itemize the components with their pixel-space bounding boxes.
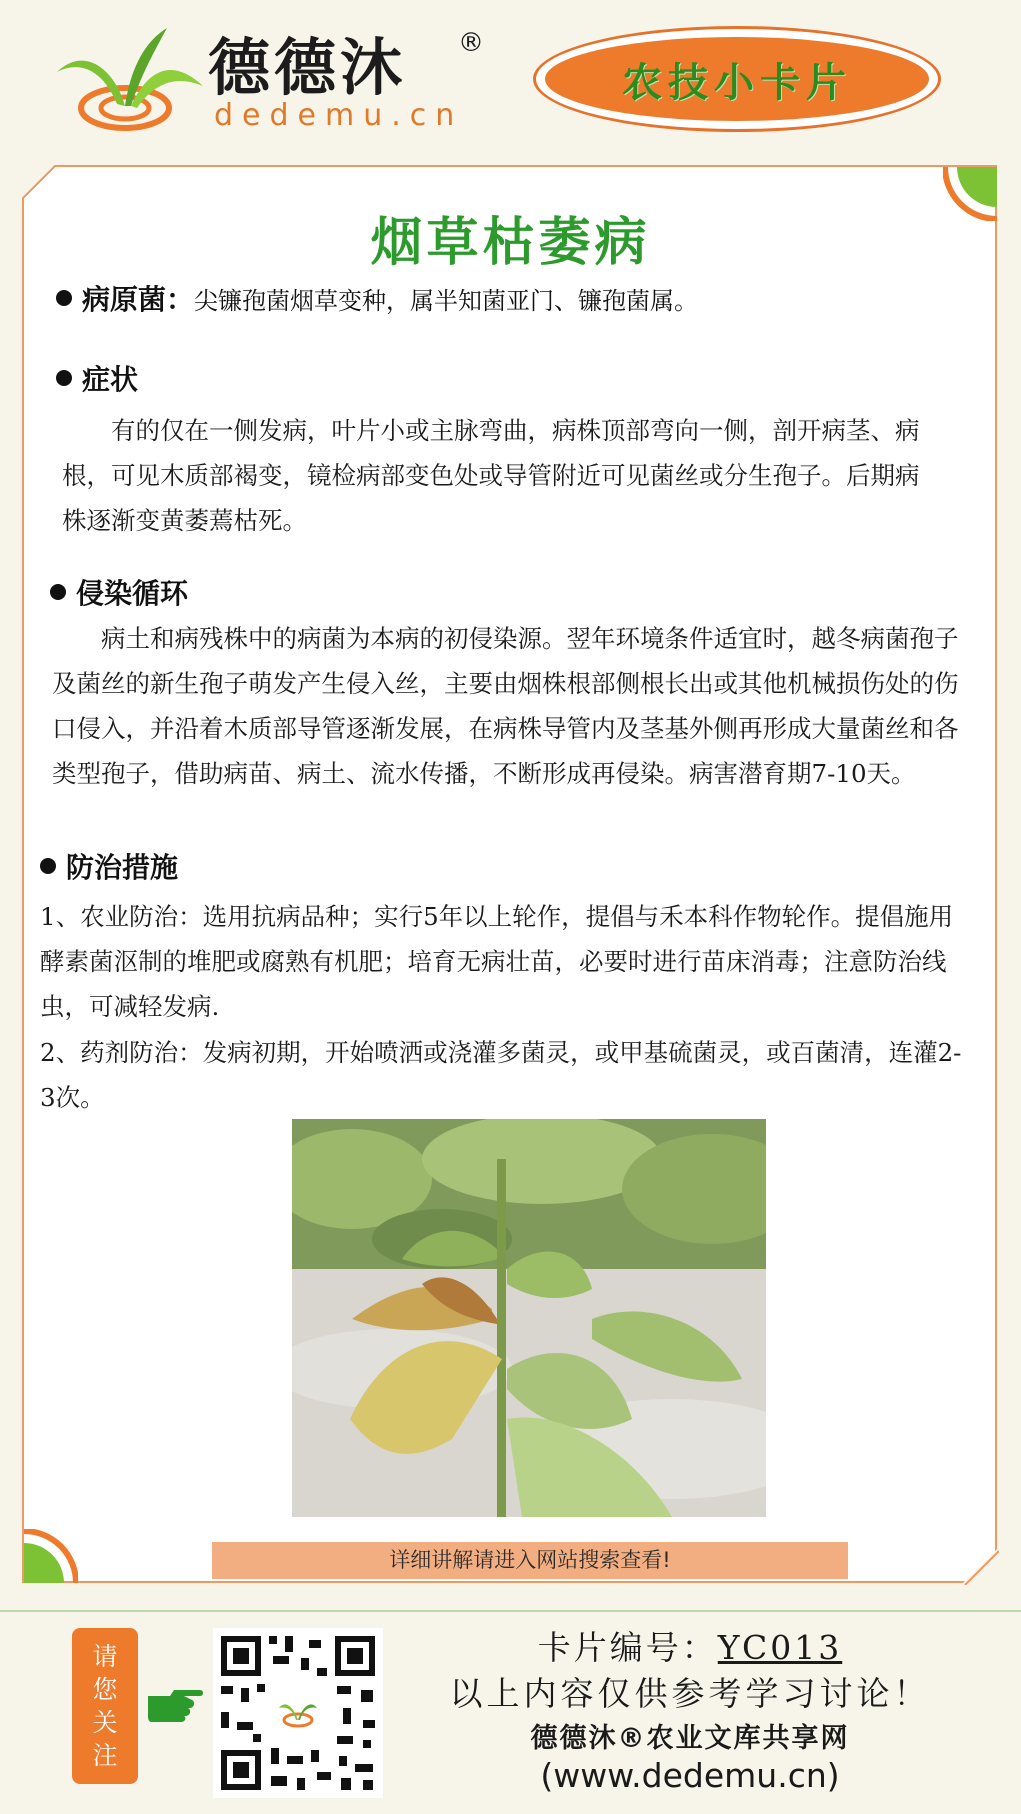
card-number-label: 卡片编号： (537, 1628, 718, 1667)
pointing-hand-icon (144, 1686, 206, 1724)
page-title: 烟草枯萎病 (370, 213, 651, 273)
control-heading: 防治措施 (40, 846, 178, 886)
qr-code[interactable] (213, 1628, 383, 1798)
infection-text: 病土和病残株中的病菌为本病的初侵染源。翌年环境条件适宜时，越冬病菌孢子及菌丝的新生孢子萌发产生侵入丝，主要由烟株根部侧根长出或其他机械损伤处的伤口侵入，并沿着木质部导管逐渐发展，在病株导管内及茎基外侧再形成大量菌丝和各类型孢子，借助病苗、病土、流水传播，不断形成再侵染。病害潜育期7-10天。 (52, 624, 959, 788)
pathogen-section (56, 278, 698, 318)
bullet-icon (56, 370, 72, 386)
infection-heading: 侵染循环 (50, 572, 188, 612)
sprout-logo-icon (55, 20, 205, 140)
control-item-agricultural: 1、农业防治：选用抗病品种；实行5年以上轮作，提倡与禾本科作物轮作。提倡施用酵素菌沤制的堆肥或腐熟有机肥；培育无病壮苗，必要时进行苗床消毒；注意防治线虫，可减轻发病. (40, 902, 954, 1021)
bullet-icon (56, 290, 72, 306)
brand-domain: dedemu.cn (214, 98, 464, 133)
pathogen-text: 尖镰孢菌烟草变种，属半知菌亚门、镰孢菌属。 (194, 287, 699, 315)
card-type-badge (533, 26, 941, 132)
registered-mark: ® (458, 28, 484, 58)
header (0, 0, 1021, 160)
site-name: 德德沐®农业文库共享网 (530, 1723, 850, 1754)
website-hint-banner: 详细讲解请进入网站搜索查看! (212, 1542, 848, 1579)
symptoms-heading: 症状 (56, 358, 138, 398)
follow-us-badge: 请 您 关 注 (72, 1628, 138, 1784)
diseased-tobacco-photo (292, 1119, 766, 1517)
badge-label: 农技小卡片 (622, 59, 852, 106)
bullet-icon (40, 858, 56, 874)
card-number-value: YC013 (717, 1628, 843, 1667)
brand-name: 德德沐 (208, 31, 407, 104)
site-url-link[interactable]: (www.dedemu.cn) (540, 1756, 840, 1795)
bullet-icon (50, 584, 66, 600)
disclaimer-text: 以上内容仅供参考学习讨论！ (449, 1674, 931, 1713)
symptoms-text: 有的仅在一侧发病，叶片小或主脉弯曲，病株顶部弯向一侧，剖开病茎、病根，可见木质部褐变，镜检病部变色处或导管附近可见菌丝或分生孢子。后期病株逐渐变黄萎蔫枯死。 (62, 416, 920, 535)
footer-divider (0, 1610, 1021, 1612)
pathogen-heading: 病原菌： (82, 283, 195, 316)
corner-decoration-icon (943, 1529, 999, 1585)
corner-decoration-icon (22, 1529, 78, 1585)
card-number (390, 1622, 990, 1669)
control-item-chemical: 2、药剂防治：发病初期，开始喷洒或浇灌多菌灵，或甲基硫菌灵，或百菌清，连灌2-3次。 (40, 1038, 962, 1112)
